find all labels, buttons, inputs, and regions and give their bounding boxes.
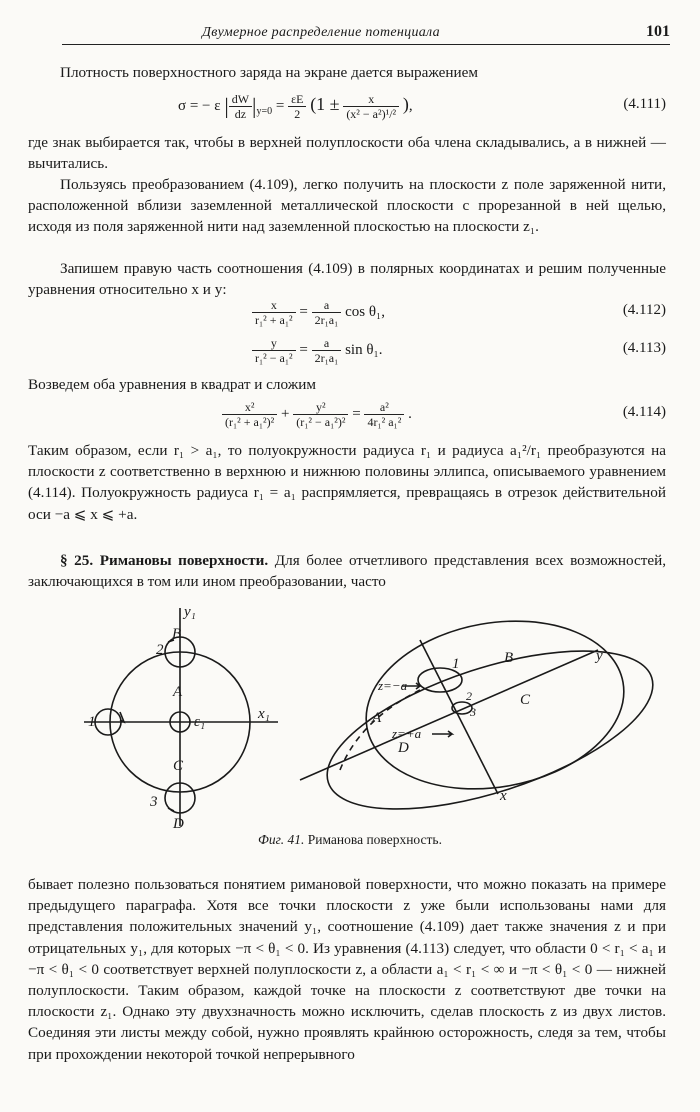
label-n3-right: 3 xyxy=(470,705,476,719)
label-C: C xyxy=(173,758,184,774)
paragraph-6: Таким образом, если r₁ > a₁, то полуокружности радиуса r₁ и радиуса a₁²/r₁ преобразуются на плоскости z соответственно в верхнюю и нижнюю половины эллипса, описываемого уравнением (4.114). Полуокружность радиуса r₁ = a₁ распрямляется, превращаясь в отрезок действительной оси −a ⩽ x ⩽ +a. xyxy=(28,442,666,523)
label-zpa: z=+a xyxy=(392,726,422,741)
paragraph-4: Запишем правую часть соотношения (4.109) в полярных координатах и решим полученные уравнения относительно x и y: xyxy=(28,260,666,299)
eq114-number: (4.114) xyxy=(622,404,666,420)
equation-4-111: σ = − ε | $\frac{dW}{dz}$ $|_{y=0}$ = $\frac{\varepsilon E}{2}$ (1 ± $\frac{x}{\text{(x² − a²)¹/²}}$ ), (4.111) xyxy=(178,92,666,121)
caption-text: Риманова поверхность. xyxy=(307,832,442,847)
equation-4-114: $\frac{\text{x²}}{\text{(r₁² + a₁²)²}}$ + $\frac{\text{y²}}{\text{(r₁² − a₁²)²}}$ = $\frac{\text{a²}}{\text{4r₁² a₁²}}$ . (4.114) xyxy=(0,398,700,438)
eq111-inner: $\frac{x}{\text{(x² − a²)¹/²}}$ xyxy=(343,92,399,121)
section-title: § 25. Римановы поверхности. xyxy=(60,552,269,569)
equation-4-112: $\frac{x}{\text{r₁² + a₁²}}$ = $\frac{a}{\text{2r₁a₁}}$ cos θ₁, (4.112) xyxy=(0,296,700,336)
eq113-number: (4.113) xyxy=(622,340,666,356)
ellipse-lower-sheet xyxy=(309,619,671,830)
paragraph-1: Плотность поверхностного заряда на экране дается выражением xyxy=(60,64,479,81)
label-A-right: A xyxy=(372,710,382,726)
page-number: 101 xyxy=(646,23,670,40)
paragraph-3: Пользуясь преобразованием (4.109), легко получить на плоскости z поле заряженной нити, расположенной вблизи заземленной металлической плоскости с прорезанной в ней щелью, исходя из поля заряженной нити над заземленной плоскостью на плоскости z₁. xyxy=(28,176,666,236)
eq112-number: (4.112) xyxy=(622,302,666,318)
label-B-right: B xyxy=(504,650,514,666)
label-n3-left: 3 xyxy=(150,794,158,810)
paragraph-7: Для более отчетливого представления всех возможностей, заключающихся в том или ином преобразовании, часто xyxy=(28,552,666,591)
label-zma: z=−a xyxy=(378,678,408,693)
paragraph-2: где знак выбирается так, чтобы в верхней полуплоскости оба члена складывались, а в нижней — вычитались. xyxy=(28,134,666,173)
label-eps1: ε₁ xyxy=(194,714,206,730)
label-n2-right: 2 xyxy=(466,689,472,703)
label-D-right: D xyxy=(398,740,409,756)
section-25 xyxy=(28,550,666,592)
label-y1: y₁ xyxy=(184,604,196,620)
running-title: Двумерное распределение потенциала xyxy=(202,25,440,40)
eq111-bar: | xyxy=(224,93,229,119)
eq111-deriv: $\frac{dW}{dz}$ xyxy=(229,92,252,121)
label-x1: x₁ xyxy=(258,706,270,722)
figure-caption xyxy=(0,832,700,848)
ellipse-upper-sheet xyxy=(353,602,638,809)
label-x: x xyxy=(500,788,507,804)
label-D: D xyxy=(173,816,184,830)
arrow-zpa xyxy=(432,731,452,737)
eq111-coef: $\frac{\varepsilon E}{2}$ xyxy=(288,92,306,121)
riemann-surface-figure xyxy=(0,600,700,830)
paragraph-5: Возведем оба уравнения в квадрат и сложим xyxy=(28,376,316,393)
label-C-right: C xyxy=(520,692,531,708)
eq111-number: (4.111) xyxy=(623,96,666,112)
caption-prefix: Фиг. 41. xyxy=(258,832,305,847)
eq111-lhs: σ = − ε xyxy=(178,97,221,114)
eq111-eval: y=0 xyxy=(256,105,273,117)
running-header xyxy=(62,22,670,45)
label-n2-left: 2 xyxy=(156,642,164,658)
equation-4-113: $\frac{y}{\text{r₁² − a₁²}}$ = $\frac{a}{\text{2r₁a₁}}$ sin θ₁. (4.113) xyxy=(0,334,700,374)
label-y: y xyxy=(596,648,603,664)
label-n1-right: 1 xyxy=(452,656,460,672)
label-B: B xyxy=(172,626,182,642)
label-A: A xyxy=(173,684,183,700)
paragraph-8: бывает полезно пользоваться понятием римановой поверхности, что можно показать на примере предыдущего параграфа. Хотя все точки плоскости z уже были использованы нами для представления положительных значений y₁, соотношение (4.109) дает также значения z и при отрицательных y₁, для которых −π < θ₁ < 0. Из уравнения (4.113) следует, что области 0 < r₁ < a₁ и −π < θ₁ < 0 соответствует верхней полуплоскости z, а области a₁ < r₁ < ∞ и −π < θ₁ < 0 — нижней полуплоскости. Таким образом, каждой точке на плоскости z соответствуют две точки на плоскости z₁. Однако эту двухзначность можно исключить, сделав плоскость z из двух листов. Соединяя эти листы между собой, нужно проявлять крайнюю осторожность, следя за тем, чтобы при прохождении некоторой точкой непрерывного xyxy=(28,876,666,1063)
label-n1-left: 1 xyxy=(88,714,96,730)
